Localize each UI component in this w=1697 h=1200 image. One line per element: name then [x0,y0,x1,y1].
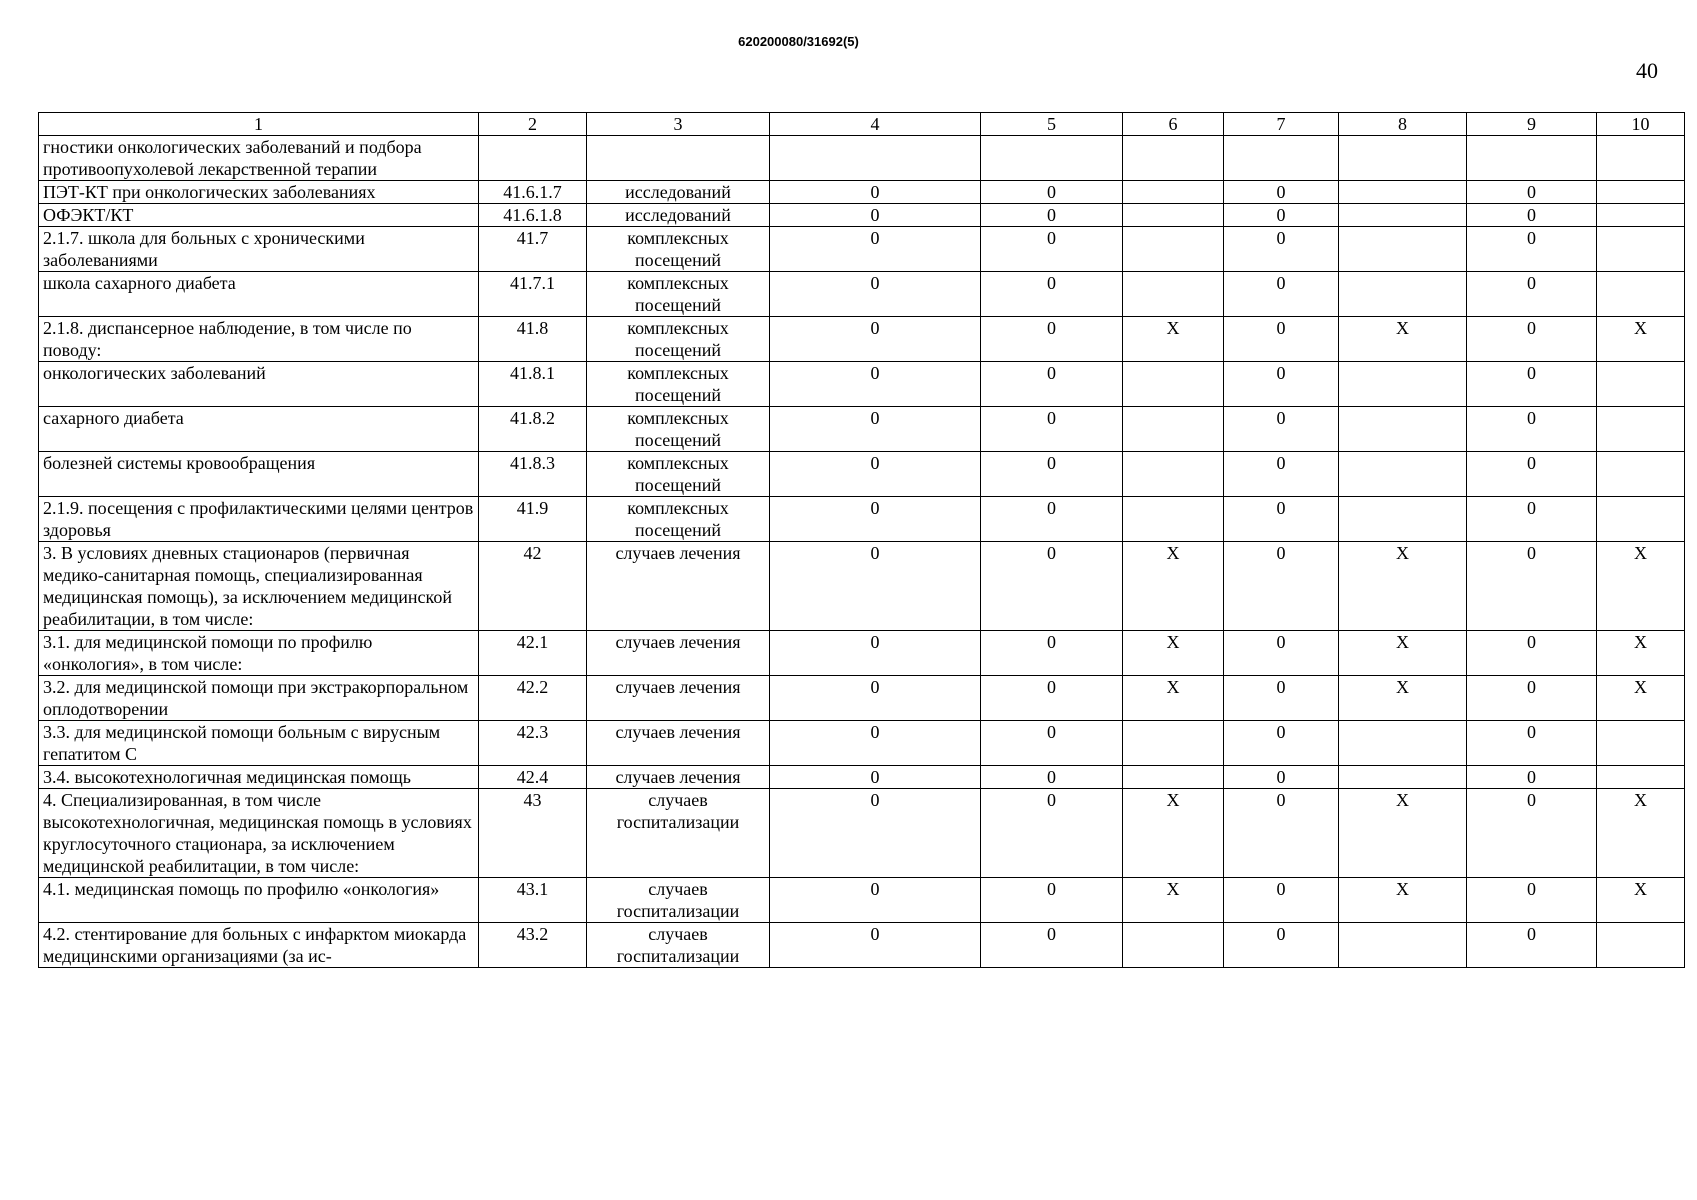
row-col5-cell: 0 [981,362,1123,407]
row-code-cell: 41.8.2 [479,407,587,452]
row-col8-cell [1339,452,1467,497]
table-row [39,631,1685,676]
row-unit-cell: случаев лечения [587,631,770,676]
row-col4-cell: 0 [770,227,981,272]
table-row [39,789,1685,878]
row-col7-cell: 0 [1224,452,1339,497]
table-row [39,317,1685,362]
row-col6-cell [1123,407,1224,452]
row-col8-cell [1339,407,1467,452]
row-col4-cell: 0 [770,878,981,923]
row-col5-cell: 0 [981,766,1123,789]
row-col8-cell: X [1339,631,1467,676]
row-col10-cell [1597,923,1685,968]
row-col9-cell: 0 [1467,878,1597,923]
row-col4-cell: 0 [770,676,981,721]
row-col6-cell [1123,766,1224,789]
row-col7-cell: 0 [1224,204,1339,227]
column-header: 8 [1339,113,1467,136]
row-code-cell: 41.7.1 [479,272,587,317]
row-unit-cell: случаев лечения [587,542,770,631]
row-col5-cell: 0 [981,542,1123,631]
row-col10-cell: X [1597,631,1685,676]
row-col9-cell: 0 [1467,497,1597,542]
table-row [39,136,1685,181]
page-number: 40 [1636,58,1658,83]
row-col6-cell: X [1123,676,1224,721]
column-header: 7 [1224,113,1339,136]
table-header [39,113,1685,136]
row-col10-cell [1597,362,1685,407]
row-name-cell: 3.3. для медицинской помощи больным с вирусным гепатитом С [39,721,479,766]
header-row [39,113,1685,136]
row-unit-cell: исследований [587,204,770,227]
row-col8-cell [1339,497,1467,542]
row-col4-cell: 0 [770,181,981,204]
row-col10-cell [1597,452,1685,497]
row-col9-cell: 0 [1467,766,1597,789]
document-id: 620200080/31692(5) [738,34,859,49]
row-col6-cell: X [1123,631,1224,676]
row-col9-cell: 0 [1467,272,1597,317]
row-col9-cell: 0 [1467,181,1597,204]
row-name-cell: 4.2. стентирование для больных с инфарктом миокарда медицинскими организациями (за ис- [39,923,479,968]
row-col4-cell [770,136,981,181]
row-code-cell: 41.6.1.7 [479,181,587,204]
row-unit-cell: исследований [587,181,770,204]
table-row [39,878,1685,923]
row-col7-cell: 0 [1224,181,1339,204]
row-col9-cell: 0 [1467,362,1597,407]
row-name-cell: 4. Специализированная, в том числе высокотехнологичная, медицинская помощь в условиях круглосуточного стационара, за исключением медицинской реабилитации, в том числе: [39,789,479,878]
row-col7-cell: 0 [1224,721,1339,766]
table-row [39,923,1685,968]
row-name-cell: 2.1.8. диспансерное наблюдение, в том числе по поводу: [39,317,479,362]
row-col4-cell: 0 [770,789,981,878]
row-unit-cell: случаев госпитализации [587,923,770,968]
row-col8-cell [1339,227,1467,272]
row-col9-cell: 0 [1467,923,1597,968]
row-col6-cell [1123,923,1224,968]
row-col5-cell: 0 [981,317,1123,362]
row-col5-cell: 0 [981,181,1123,204]
row-col9-cell: 0 [1467,204,1597,227]
row-col7-cell: 0 [1224,317,1339,362]
row-col5-cell: 0 [981,227,1123,272]
column-header: 1 [39,113,479,136]
row-col7-cell: 0 [1224,789,1339,878]
row-unit-cell: случаев лечения [587,721,770,766]
row-col9-cell: 0 [1467,789,1597,878]
row-code-cell: 41.8.3 [479,452,587,497]
row-name-cell: болезней системы кровообращения [39,452,479,497]
row-col7-cell: 0 [1224,227,1339,272]
row-name-cell: 3.2. для медицинской помощи при экстракорпоральном оплодотворении [39,676,479,721]
row-code-cell: 43 [479,789,587,878]
row-code-cell: 41.9 [479,497,587,542]
row-col10-cell [1597,204,1685,227]
table-row [39,721,1685,766]
row-code-cell: 42.4 [479,766,587,789]
row-unit-cell: комплексных посещений [587,452,770,497]
row-col8-cell [1339,766,1467,789]
row-code-cell: 42 [479,542,587,631]
column-header: 6 [1123,113,1224,136]
row-col5-cell: 0 [981,452,1123,497]
table-body [39,136,1685,968]
row-col7-cell: 0 [1224,766,1339,789]
column-header: 4 [770,113,981,136]
row-col8-cell: X [1339,789,1467,878]
row-col8-cell [1339,923,1467,968]
row-name-cell: школа сахарного диабета [39,272,479,317]
row-code-cell: 41.7 [479,227,587,272]
row-unit-cell: комплексных посещений [587,272,770,317]
row-col7-cell: 0 [1224,497,1339,542]
table-row [39,362,1685,407]
row-col10-cell [1597,136,1685,181]
row-col5-cell [981,136,1123,181]
table-row [39,204,1685,227]
row-col10-cell [1597,721,1685,766]
row-col10-cell: X [1597,878,1685,923]
row-col10-cell [1597,497,1685,542]
row-unit-cell: случаев лечения [587,676,770,721]
row-col8-cell: X [1339,878,1467,923]
table-row [39,272,1685,317]
row-col7-cell: 0 [1224,542,1339,631]
column-header: 10 [1597,113,1685,136]
row-col7-cell: 0 [1224,878,1339,923]
row-col4-cell: 0 [770,766,981,789]
column-header: 9 [1467,113,1597,136]
table-row [39,227,1685,272]
row-col7-cell: 0 [1224,923,1339,968]
row-code-cell: 43.1 [479,878,587,923]
row-code-cell: 41.8 [479,317,587,362]
row-col10-cell: X [1597,317,1685,362]
row-col5-cell: 0 [981,407,1123,452]
row-name-cell: 4.1. медицинская помощь по профилю «онкология» [39,878,479,923]
table-row [39,452,1685,497]
row-col6-cell [1123,204,1224,227]
row-unit-cell: комплексных посещений [587,407,770,452]
row-col5-cell: 0 [981,631,1123,676]
row-col8-cell: X [1339,676,1467,721]
row-col9-cell: 0 [1467,676,1597,721]
row-col5-cell: 0 [981,721,1123,766]
row-col10-cell [1597,181,1685,204]
row-code-cell: 42.1 [479,631,587,676]
row-col4-cell: 0 [770,362,981,407]
row-col6-cell [1123,136,1224,181]
row-col8-cell: X [1339,542,1467,631]
row-col8-cell [1339,136,1467,181]
row-col4-cell: 0 [770,272,981,317]
row-col4-cell: 0 [770,542,981,631]
column-header: 3 [587,113,770,136]
row-unit-cell: комплексных посещений [587,497,770,542]
row-col10-cell [1597,407,1685,452]
row-name-cell: 3.4. высокотехнологичная медицинская помощь [39,766,479,789]
row-code-cell: 41.6.1.8 [479,204,587,227]
row-col8-cell [1339,721,1467,766]
row-col7-cell: 0 [1224,362,1339,407]
row-code-cell: 43.2 [479,923,587,968]
row-col6-cell [1123,721,1224,766]
row-name-cell: 3.1. для медицинской помощи по профилю «онкология», в том числе: [39,631,479,676]
row-col4-cell: 0 [770,497,981,542]
row-col10-cell: X [1597,542,1685,631]
row-col7-cell: 0 [1224,272,1339,317]
row-name-cell: 3. В условиях дневных стационаров (первичная медико-санитарная помощь, специализированная медицинская помощь), за исключением медицинской реабилитации, в том числе: [39,542,479,631]
row-col4-cell: 0 [770,923,981,968]
row-col5-cell: 0 [981,497,1123,542]
table-row [39,181,1685,204]
row-col9-cell: 0 [1467,407,1597,452]
row-col9-cell: 0 [1467,542,1597,631]
row-col10-cell: X [1597,676,1685,721]
row-col6-cell [1123,452,1224,497]
row-col6-cell: X [1123,789,1224,878]
row-col5-cell: 0 [981,878,1123,923]
table-row [39,407,1685,452]
row-col8-cell: X [1339,317,1467,362]
row-code-cell [479,136,587,181]
row-col4-cell: 0 [770,204,981,227]
row-col8-cell [1339,272,1467,317]
row-unit-cell: комплексных посещений [587,227,770,272]
row-col5-cell: 0 [981,923,1123,968]
row-col10-cell [1597,227,1685,272]
row-col9-cell: 0 [1467,227,1597,272]
row-col5-cell: 0 [981,204,1123,227]
row-col8-cell [1339,181,1467,204]
row-col7-cell: 0 [1224,631,1339,676]
row-name-cell: гностики онкологических заболеваний и подбора противоопухолевой лекарственной терапии [39,136,479,181]
row-code-cell: 42.2 [479,676,587,721]
row-name-cell: сахарного диабета [39,407,479,452]
row-name-cell: онкологических заболеваний [39,362,479,407]
row-col5-cell: 0 [981,789,1123,878]
row-col7-cell [1224,136,1339,181]
table-row [39,497,1685,542]
row-col4-cell: 0 [770,452,981,497]
row-col4-cell: 0 [770,407,981,452]
row-code-cell: 42.3 [479,721,587,766]
row-name-cell: 2.1.7. школа для больных с хроническими заболеваниями [39,227,479,272]
row-col9-cell: 0 [1467,721,1597,766]
row-col4-cell: 0 [770,317,981,362]
row-name-cell: 2.1.9. посещения с профилактическими целями центров здоровья [39,497,479,542]
row-col9-cell [1467,136,1597,181]
column-header: 5 [981,113,1123,136]
row-name-cell: ОФЭКТ/КТ [39,204,479,227]
row-col6-cell [1123,362,1224,407]
row-col6-cell: X [1123,542,1224,631]
table-row [39,542,1685,631]
row-col4-cell: 0 [770,721,981,766]
row-col8-cell [1339,204,1467,227]
row-unit-cell: комплексных посещений [587,362,770,407]
data-table [38,112,1685,968]
row-col9-cell: 0 [1467,631,1597,676]
row-name-cell: ПЭТ-КТ при онкологических заболеваниях [39,181,479,204]
row-col6-cell [1123,181,1224,204]
row-col5-cell: 0 [981,272,1123,317]
table-row [39,676,1685,721]
row-unit-cell: комплексных посещений [587,317,770,362]
row-col6-cell: X [1123,317,1224,362]
row-col5-cell: 0 [981,676,1123,721]
row-col10-cell [1597,272,1685,317]
row-code-cell: 41.8.1 [479,362,587,407]
row-unit-cell: случаев лечения [587,766,770,789]
row-col7-cell: 0 [1224,676,1339,721]
row-col6-cell [1123,272,1224,317]
row-col10-cell: X [1597,789,1685,878]
row-unit-cell: случаев госпитализации [587,789,770,878]
row-col7-cell: 0 [1224,407,1339,452]
row-col6-cell [1123,227,1224,272]
row-col6-cell: X [1123,878,1224,923]
row-unit-cell [587,136,770,181]
row-col9-cell: 0 [1467,452,1597,497]
row-col6-cell [1123,497,1224,542]
row-col9-cell: 0 [1467,317,1597,362]
row-col10-cell [1597,766,1685,789]
table-row [39,766,1685,789]
row-unit-cell: случаев госпитализации [587,878,770,923]
row-col4-cell: 0 [770,631,981,676]
row-col8-cell [1339,362,1467,407]
column-header: 2 [479,113,587,136]
